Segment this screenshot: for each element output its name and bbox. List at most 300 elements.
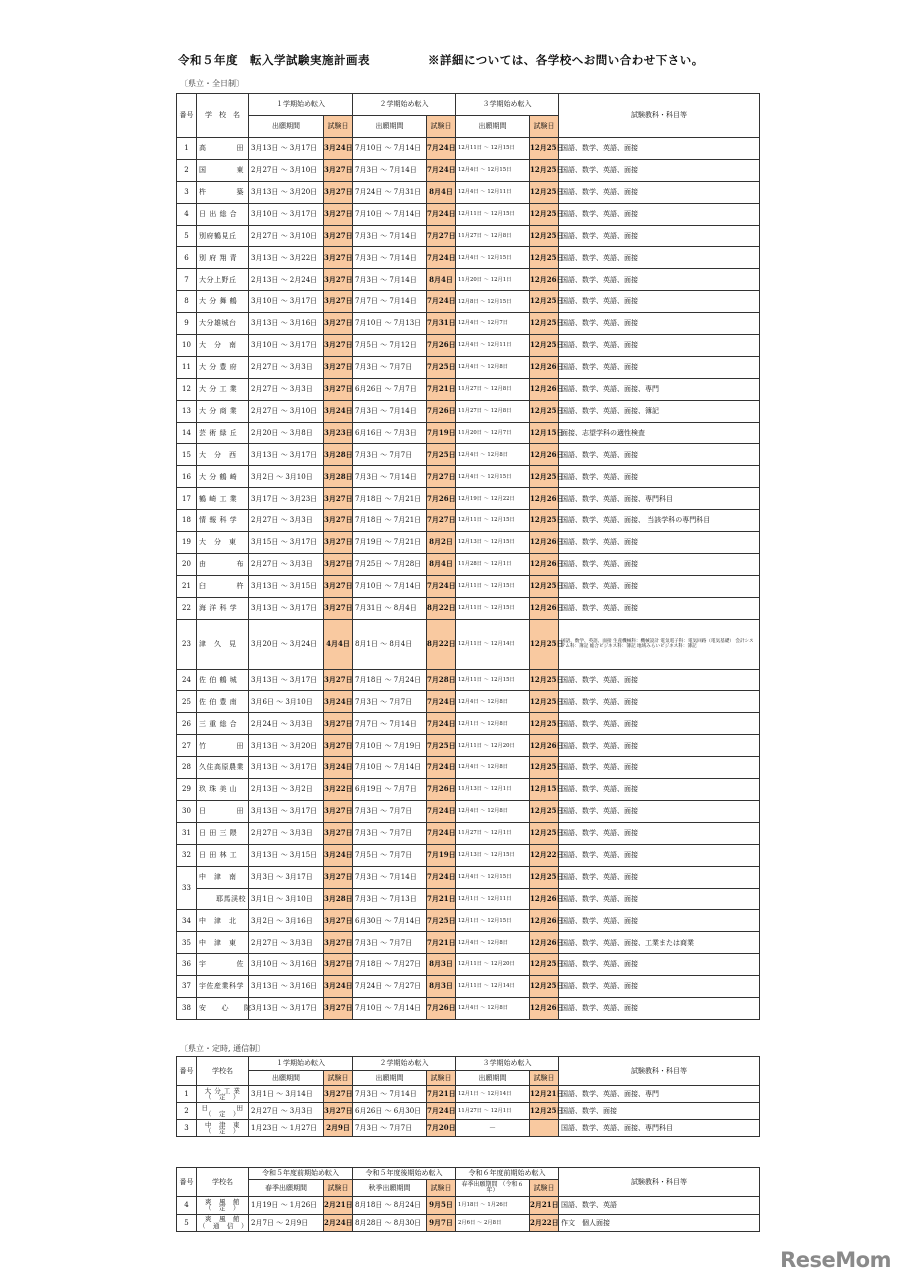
term3-exam-date: 12月25日 xyxy=(530,203,559,225)
header-term2: 令和５年度後期始め転入 xyxy=(353,1168,456,1180)
term3-period: 12月4日 ～ 12月8日 xyxy=(456,932,530,954)
subjects: 国語、数学、英語、面接 xyxy=(559,800,760,822)
school-name: 中 津 北 xyxy=(197,910,249,932)
term2-exam-date: 7月27日 xyxy=(427,510,456,532)
term2-exam-date: 8月4日 xyxy=(427,269,456,291)
term3-period: 12月4日 ～ 12月7日 xyxy=(456,313,530,335)
term2-period: 7月19日 ～ 7月21日 xyxy=(353,532,427,554)
full-time-table xyxy=(176,93,760,1020)
term3-period: 12月11日 ～ 12月14日 xyxy=(456,976,530,998)
subjects: 国語、数学、英語、面接 xyxy=(559,335,760,357)
term2-exam-date: 7月24日 xyxy=(427,757,456,779)
term3-period: 12月11日 ～ 12月15日 xyxy=(456,575,530,597)
header-period-2: 出願期間 xyxy=(353,1071,427,1086)
school-name-main: 大 分 工 業 xyxy=(204,1086,241,1095)
table-row xyxy=(177,735,760,757)
subjects: 国語、数学、英語、面接 xyxy=(559,713,760,735)
row-number: 27 xyxy=(177,735,197,757)
term3-period: 12月4日 ～ 12月8日 xyxy=(456,757,530,779)
table-row xyxy=(177,1103,760,1120)
subjects: 面接、志望学科の適性検査 xyxy=(559,422,760,444)
school-name: 大 分 豊 府 xyxy=(197,356,249,378)
term1-period: 1月23日 ～ 1月27日 xyxy=(249,1120,324,1137)
school-name-main: 爽 風 館 xyxy=(205,1215,240,1224)
term3-exam-date: 12月26日 xyxy=(530,597,559,619)
term1-exam-date: 3月27日 xyxy=(324,910,353,932)
term3-exam-date: 12月26日 xyxy=(530,997,559,1019)
term3-period: 12月4日 ～ 12月8日 xyxy=(456,997,530,1019)
header-no: 番号 xyxy=(177,1168,197,1197)
term3-exam-date: 12月26日 xyxy=(530,735,559,757)
term1-period: 3月1日 ～ 3月14日 xyxy=(249,1086,324,1103)
subjects: 国語、数学、英語、面接 xyxy=(559,291,760,313)
row-number: 20 xyxy=(177,553,197,575)
term2-exam-date: 7月24日 xyxy=(427,575,456,597)
table-row xyxy=(177,225,760,247)
table-row xyxy=(177,910,760,932)
term2-period: 7月24日 ～ 7月31日 xyxy=(353,181,427,203)
term2-period: 7月10日 ～ 7月14日 xyxy=(353,203,427,225)
term1-period: 3月2日 ～ 3月16日 xyxy=(249,910,324,932)
row-number: 23 xyxy=(177,619,197,669)
table-row xyxy=(177,976,760,998)
term3-exam-date: 12月25日 xyxy=(530,976,559,998)
header-term3: ３学期始め転入 xyxy=(456,1057,559,1071)
school-name-course: （ 定 ） xyxy=(205,1127,240,1135)
term1-period: 3月13日 ～ 3月22日 xyxy=(249,247,324,269)
term3-period: 11月13日 ～ 12月1日 xyxy=(456,779,530,801)
term1-period: 2月27日 ～ 3月3日 xyxy=(249,1103,324,1120)
row-number: 11 xyxy=(177,356,197,378)
term3-exam-date: 12月25日 xyxy=(530,822,559,844)
subjects: 国語、数学、英語、面接 xyxy=(559,159,760,181)
term3-exam-date xyxy=(530,1120,559,1137)
term2-exam-date: 7月31日 xyxy=(427,313,456,335)
term2-period: 7月10日 ～ 7月14日 xyxy=(353,997,427,1019)
term2-exam-date: 7月24日 xyxy=(427,822,456,844)
header-exam-1: 試験日 xyxy=(324,1180,353,1197)
term1-period: 2月27日 ～ 3月10日 xyxy=(249,159,324,181)
row-number: 7 xyxy=(177,269,197,291)
term1-exam-date: 3月27日 xyxy=(324,597,353,619)
row-number: 35 xyxy=(177,932,197,954)
term3-exam-date: 12月15日 xyxy=(530,422,559,444)
school-name: 久住高原農業 xyxy=(197,757,249,779)
resemom-logo: ReseMom xyxy=(780,1248,891,1272)
term1-period: 2月27日 ～ 3月10日 xyxy=(249,400,324,422)
term2-period: 7月24日 ～ 7月27日 xyxy=(353,976,427,998)
school-name: 大 分 南 xyxy=(197,335,249,357)
term1-exam-date: 3月27日 xyxy=(324,1103,353,1120)
school-name: 大分上野丘 xyxy=(197,269,249,291)
term1-exam-date: 3月27日 xyxy=(324,488,353,510)
term3-period: 12月4日 ～ 12月8日 xyxy=(456,356,530,378)
term3-exam-date: 12月25日 xyxy=(530,713,559,735)
row-number: 31 xyxy=(177,822,197,844)
row-number: 1 xyxy=(177,1086,197,1103)
table-row xyxy=(177,1120,760,1137)
term2-exam-date: 7月26日 xyxy=(427,997,456,1019)
term2-period: 7月3日 ～ 7月7日 xyxy=(353,822,427,844)
term1-period: 3月13日 ～ 3月20日 xyxy=(249,181,324,203)
term1-exam-date: 3月27日 xyxy=(324,510,353,532)
subjects: 作文 個人面接 xyxy=(559,1214,760,1232)
school-name: 宇佐産業科学 xyxy=(197,976,249,998)
term1-period: 3月13日 ～ 3月16日 xyxy=(249,976,324,998)
school-name: 海 洋 科 学 xyxy=(197,597,249,619)
subjects: 国語、数学、英語、面接 xyxy=(559,225,760,247)
subjects: 国語、数学、英語、面接 xyxy=(559,669,760,691)
header-no: 番号 xyxy=(177,1057,197,1086)
term1-exam-date: 3月23日 xyxy=(324,422,353,444)
header-period-3: 出願期間 xyxy=(456,1071,530,1086)
school-name: 大 分 東 xyxy=(197,532,249,554)
table-row xyxy=(177,269,760,291)
term2-period: 7月7日 ～ 7月14日 xyxy=(353,291,427,313)
header-term1: １学期始め転入 xyxy=(249,1057,353,1071)
row-number: 8 xyxy=(177,291,197,313)
school-name-main: 日 田 xyxy=(201,1103,244,1112)
subjects: 国語、数学、英語 xyxy=(559,1197,760,1215)
school-name: 大 分 西 xyxy=(197,444,249,466)
school-name: 日 田 林 工 xyxy=(197,844,249,866)
term3-period: 11月20日 ～ 12月1日 xyxy=(456,269,530,291)
term1-exam-date: 3月27日 xyxy=(324,269,353,291)
table-row xyxy=(177,510,760,532)
table-row xyxy=(177,597,760,619)
subjects: 国語、数学、英語、面接 xyxy=(559,247,760,269)
table-row xyxy=(177,619,760,669)
term2-period: 7月5日 ～ 7月12日 xyxy=(353,335,427,357)
school-name: 日 田 三 隈 xyxy=(197,822,249,844)
term1-exam-date: 3月27日 xyxy=(324,932,353,954)
term3-exam-date: 12月25日 xyxy=(530,159,559,181)
term3-exam-date: 12月25日 xyxy=(530,138,559,160)
school-name-course: （ 定 ） xyxy=(205,1204,240,1213)
term2-exam-date: 7月24日 xyxy=(427,800,456,822)
header-period-2: 秋季出願期間 xyxy=(353,1180,427,1197)
term1-period: 2月27日 ～ 3月3日 xyxy=(249,932,324,954)
term2-exam-date: 7月24日 xyxy=(427,138,456,160)
table-row xyxy=(177,138,760,160)
term2-exam-date: 7月21日 xyxy=(427,932,456,954)
term3-exam-date: 2月22日 xyxy=(530,1214,559,1232)
subjects: 国語、数学、英語、面接 xyxy=(559,735,760,757)
header-subjects: 試験教科・科目等 xyxy=(559,1057,760,1086)
term3-period: 2月6日 ～ 2月8日 xyxy=(456,1214,530,1232)
subjects: 国語、数学、英語、面接、専門 xyxy=(559,1086,760,1103)
term1-period: 3月13日 ～ 3月17日 xyxy=(249,669,324,691)
term3-exam-date: 12月26日 xyxy=(530,356,559,378)
term1-exam-date: 3月28日 xyxy=(324,888,353,910)
table-row xyxy=(177,757,760,779)
term3-period: 12月4日 ～ 12月11日 xyxy=(456,335,530,357)
term3-exam-date: 12月25日 xyxy=(530,247,559,269)
row-number: 4 xyxy=(177,203,197,225)
term1-period: 3月13日 ～ 3月17日 xyxy=(249,444,324,466)
subjects: 国語、数学、英語、面接 xyxy=(559,822,760,844)
table-row xyxy=(177,954,760,976)
school-name: 佐 伯 豊 南 xyxy=(197,691,249,713)
term1-exam-date: 3月27日 xyxy=(324,203,353,225)
term1-exam-date: 3月28日 xyxy=(324,466,353,488)
school-name: 臼 杵 xyxy=(197,575,249,597)
subjects: 国語、数学、英語、面接 xyxy=(559,976,760,998)
term1-exam-date: 3月27日 xyxy=(324,159,353,181)
header-period-2: 出願期間 xyxy=(353,116,427,138)
table-row xyxy=(177,669,760,691)
term1-period: 3月6日 ～ 3月10日 xyxy=(249,691,324,713)
subjects: 国語、数学、英語、面接 xyxy=(559,532,760,554)
table-row xyxy=(177,422,760,444)
term3-period: 11月27日 ～ 12月1日 xyxy=(456,1103,530,1120)
term2-exam-date: 7月25日 xyxy=(427,735,456,757)
term2-period: 7月3日 ～ 7月7日 xyxy=(353,444,427,466)
term1-period: 3月13日 ～ 3月17日 xyxy=(249,138,324,160)
school-name: 杵 築 xyxy=(197,181,249,203)
term3-exam-date: 12月25日 xyxy=(530,691,559,713)
term3-period: 12月1日 ～ 12月14日 xyxy=(456,1086,530,1103)
term3-period: 12月4日 ～ 12月8日 xyxy=(456,444,530,466)
term2-exam-date: 8月4日 xyxy=(427,553,456,575)
school-name xyxy=(197,1197,249,1215)
term1-exam-date: 3月27日 xyxy=(324,247,353,269)
header-period-1: 出願期間 xyxy=(249,1071,324,1086)
header-term2: ２学期始め転入 xyxy=(353,94,456,116)
header-exam-1: 試験日 xyxy=(324,1071,353,1086)
part-time-table xyxy=(176,1056,760,1137)
header-no: 番号 xyxy=(177,94,197,138)
subjects: 国語、数学、英語、面接 xyxy=(559,466,760,488)
school-name: 日 田 xyxy=(197,800,249,822)
school-name: 高 田 xyxy=(197,138,249,160)
term2-exam-date: 7月27日 xyxy=(427,225,456,247)
school-name: 別府鶴見丘 xyxy=(197,225,249,247)
term1-period: 3月13日 ～ 3月16日 xyxy=(249,313,324,335)
header-exam-3: 試験日 xyxy=(530,116,559,138)
term2-exam-date: 7月26日 xyxy=(427,335,456,357)
header-period-1: 春季出願期間 xyxy=(249,1180,324,1197)
correspondence-table xyxy=(176,1167,760,1232)
term2-exam-date: 7月24日 xyxy=(427,1103,456,1120)
row-number: 17 xyxy=(177,488,197,510)
term2-period: 7月5日 ～ 7月7日 xyxy=(353,844,427,866)
subjects: 国語、数学、英語、面接、専門科目 xyxy=(559,1120,760,1137)
term3-exam-date: 12月26日 xyxy=(530,444,559,466)
table-row xyxy=(177,488,760,510)
header-exam-2: 試験日 xyxy=(427,1071,456,1086)
term1-exam-date: 4月4日 xyxy=(324,619,353,669)
term3-period: 11月20日 ～ 12月7日 xyxy=(456,422,530,444)
school-name: 中 津 南 xyxy=(197,866,249,888)
row-number: 32 xyxy=(177,844,197,866)
school-name: 耶馬渓校 xyxy=(197,888,249,910)
table-row xyxy=(177,866,760,888)
term3-period: 11月27日 ～ 12月8日 xyxy=(456,378,530,400)
term3-exam-date: 12月26日 xyxy=(530,910,559,932)
term3-exam-date: 12月26日 xyxy=(530,532,559,554)
term1-period: 3月10日 ～ 3月17日 xyxy=(249,203,324,225)
term1-exam-date: 3月27日 xyxy=(324,669,353,691)
school-name: 大分雄城台 xyxy=(197,313,249,335)
term1-period: 2月27日 ～ 3月3日 xyxy=(249,822,324,844)
term3-exam-date: 12月22日 xyxy=(530,844,559,866)
subjects: 国語、数学、英語、面接 xyxy=(559,866,760,888)
row-number: 5 xyxy=(177,225,197,247)
page-title: 令和５年度 転入学試験実施計画表 xyxy=(178,53,370,67)
header-exam-2: 試験日 xyxy=(427,1180,456,1197)
row-number: 3 xyxy=(177,1120,197,1137)
row-number: 5 xyxy=(177,1214,197,1232)
subjects: 国語、数学、英語、面接 xyxy=(559,181,760,203)
term2-period: 7月3日 ～ 7月13日 xyxy=(353,888,427,910)
term2-period: 7月18日 ～ 7月21日 xyxy=(353,488,427,510)
section-label-part: 〔県立・定時, 通信制〕 xyxy=(180,1044,266,1053)
table-row xyxy=(177,822,760,844)
term1-exam-date: 3月27日 xyxy=(324,335,353,357)
term1-period: 3月13日 ～ 3月17日 xyxy=(249,800,324,822)
term1-exam-date: 3月24日 xyxy=(324,844,353,866)
term1-period: 3月2日 ～ 3月10日 xyxy=(249,466,324,488)
row-number: 16 xyxy=(177,466,197,488)
term3-exam-date: 12月25日 xyxy=(530,866,559,888)
term2-exam-date: 7月25日 xyxy=(427,444,456,466)
subjects: 国語、数学、英語、面接 xyxy=(559,757,760,779)
term2-period: 7月18日 ～ 7月21日 xyxy=(353,510,427,532)
subjects: 国語、数学、英語、面接 xyxy=(559,313,760,335)
table-row xyxy=(177,932,760,954)
term3-exam-date: 12月25日 xyxy=(530,619,559,669)
table-row xyxy=(177,1214,760,1232)
subjects: 国語、数学、英語、面接 xyxy=(559,138,760,160)
school-name-course: （ 通 信 ） xyxy=(199,1221,248,1230)
school-name: 津 久 見 xyxy=(197,619,249,669)
term3-exam-date: 12月26日 xyxy=(530,378,559,400)
table-row xyxy=(177,313,760,335)
row-number: 29 xyxy=(177,779,197,801)
table-row xyxy=(177,691,760,713)
term2-exam-date: 7月24日 xyxy=(427,866,456,888)
term1-exam-date: 3月28日 xyxy=(324,444,353,466)
term3-period: 11月28日 ～ 12月1日 xyxy=(456,553,530,575)
table-row xyxy=(177,1086,760,1103)
term1-period: 3月13日 ～ 3月20日 xyxy=(249,735,324,757)
term2-exam-date: 7月24日 xyxy=(427,203,456,225)
subjects: 国語、数学、英語、面接 xyxy=(559,203,760,225)
row-number: 1 xyxy=(177,138,197,160)
table-row xyxy=(177,713,760,735)
term1-period: 3月15日 ～ 3月17日 xyxy=(249,532,324,554)
term2-period: 8月1日 ～ 8月4日 xyxy=(353,619,427,669)
term2-exam-date: 7月21日 xyxy=(427,378,456,400)
subjects: 国語、数学、英語、面接 xyxy=(559,356,760,378)
term2-period: 6月16日 ～ 7月3日 xyxy=(353,422,427,444)
term1-period: 1月19日 ～ 1月26日 xyxy=(249,1197,324,1215)
term3-period: 12月4日 ～ 12月15日 xyxy=(456,247,530,269)
row-number: 24 xyxy=(177,669,197,691)
term1-exam-date: 3月27日 xyxy=(324,378,353,400)
table-row xyxy=(177,335,760,357)
term1-exam-date: 3月22日 xyxy=(324,779,353,801)
term2-exam-date: 7月25日 xyxy=(427,356,456,378)
term2-period: 7月3日 ～ 7月14日 xyxy=(353,225,427,247)
term3-period: 12月4日 ～ 12月8日 xyxy=(456,691,530,713)
school-name xyxy=(197,1120,249,1137)
term1-period: 2月27日 ～ 3月3日 xyxy=(249,356,324,378)
term1-exam-date: 3月27日 xyxy=(324,291,353,313)
header-exam-3: 試験日 xyxy=(530,1071,559,1086)
header-term2: ２学期始め転入 xyxy=(353,1057,456,1071)
term2-exam-date: 8月3日 xyxy=(427,954,456,976)
term3-exam-date: 12月25日 xyxy=(530,466,559,488)
table-row xyxy=(177,844,760,866)
term2-period: 7月3日 ～ 7月7日 xyxy=(353,800,427,822)
term1-exam-date: 2月9日 xyxy=(324,1120,353,1137)
term2-period: 7月3日 ～ 7月14日 xyxy=(353,269,427,291)
term1-period: 3月13日 ～ 3月17日 xyxy=(249,597,324,619)
school-name: 別 府 翔 青 xyxy=(197,247,249,269)
school-name: 大 分 舞 鶴 xyxy=(197,291,249,313)
school-name: 由 布 xyxy=(197,553,249,575)
term3-exam-date: 12月21日 xyxy=(530,1086,559,1103)
term3-exam-date: 12月25日 xyxy=(530,800,559,822)
term1-exam-date: 3月27日 xyxy=(324,356,353,378)
row-number: 12 xyxy=(177,378,197,400)
row-number: 22 xyxy=(177,597,197,619)
term3-period: 12月11日 ～ 12月20日 xyxy=(456,735,530,757)
header-school: 学校名 xyxy=(197,1168,249,1197)
school-name: 竹 田 xyxy=(197,735,249,757)
term2-exam-date: 7月19日 xyxy=(427,844,456,866)
subjects: 国語、数学、英語、面接 xyxy=(559,954,760,976)
term1-period: 2月27日 ～ 3月3日 xyxy=(249,378,324,400)
table-row xyxy=(177,181,760,203)
school-name: 鶴 崎 工 業 xyxy=(197,488,249,510)
term3-exam-date: 2月21日 xyxy=(530,1197,559,1215)
term2-exam-date: 9月7日 xyxy=(427,1214,456,1232)
row-number: 9 xyxy=(177,313,197,335)
row-number: 2 xyxy=(177,159,197,181)
term3-period: 12月11日 ～ 12月15日 xyxy=(456,597,530,619)
term3-exam-date: 12月25日 xyxy=(530,181,559,203)
term1-exam-date: 3月24日 xyxy=(324,400,353,422)
term2-exam-date: 7月26日 xyxy=(427,779,456,801)
term1-exam-date: 3月24日 xyxy=(324,138,353,160)
term2-exam-date: 7月24日 xyxy=(427,713,456,735)
term3-period: 12月11日 ～ 12月14日 xyxy=(456,619,530,669)
term3-period: 12月19日 ～ 12月22日 xyxy=(456,488,530,510)
term3-period: 11月27日 ～ 12月8日 xyxy=(456,400,530,422)
term1-period: 3月13日 ～ 3月15日 xyxy=(249,575,324,597)
term2-period: 7月10日 ～ 7月14日 xyxy=(353,757,427,779)
term2-period: 7月18日 ～ 7月24日 xyxy=(353,669,427,691)
term2-period: 7月3日 ～ 7月7日 xyxy=(353,1120,427,1137)
term1-period: 2月27日 ～ 3月3日 xyxy=(249,553,324,575)
term1-exam-date: 3月27日 xyxy=(324,866,353,888)
school-name-course: （ 定 ） xyxy=(205,1093,240,1101)
term2-exam-date: 8月22日 xyxy=(427,619,456,669)
row-number: 4 xyxy=(177,1197,197,1215)
term3-exam-date: 12月25日 xyxy=(530,954,559,976)
term1-period: 2月13日 ～ 3月2日 xyxy=(249,779,324,801)
subjects: 国語、数学、英語、面接 xyxy=(559,269,760,291)
term2-period: 6月30日 ～ 7月14日 xyxy=(353,910,427,932)
term3-period: 12月4日 ～ 12月15日 xyxy=(456,466,530,488)
term1-period: 2月27日 ～ 3月10日 xyxy=(249,225,324,247)
header-term3: ３学期始め転入 xyxy=(456,94,559,116)
term2-period: 8月18日 ～ 8月24日 xyxy=(353,1197,427,1215)
table-row xyxy=(177,1197,760,1215)
